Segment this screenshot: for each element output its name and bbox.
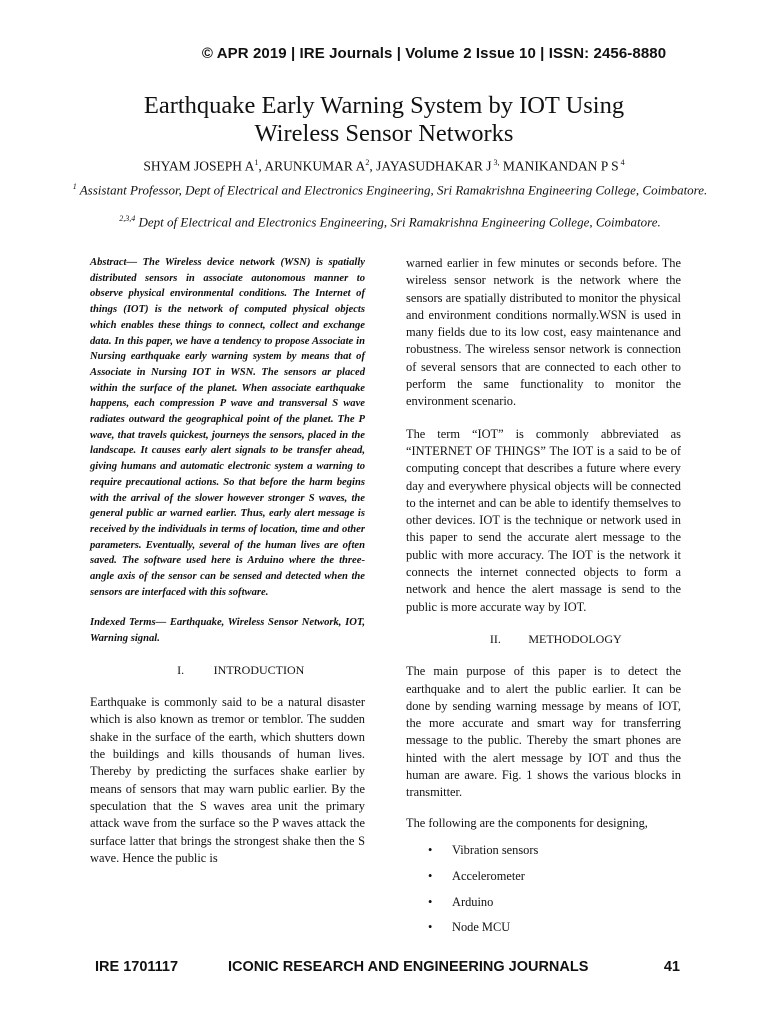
author-3-sup: 3,: [491, 158, 500, 167]
section-number: II.: [489, 631, 501, 646]
author-2: , ARUNKUMAR A: [258, 158, 366, 174]
list-item: [406, 894, 681, 911]
affiliation-1: [60, 178, 720, 198]
bullet-icon: •: [428, 868, 433, 883]
author-4: MANIKANDAN P S: [499, 158, 619, 174]
author-2-sup: 2: [365, 158, 370, 167]
list-item: [406, 842, 681, 859]
affiliation-1-text: Assistant Professor, Dept of Electrical and Electronics Engineering, Sri Ramakrishna Engineering College, Coimbatore.: [76, 182, 708, 198]
footer-journal-name: ICONIC RESEARCH AND ENGINEERING JOURNALS: [228, 959, 589, 975]
list-item: [406, 919, 681, 936]
section-title: METHODOLOGY: [528, 631, 622, 646]
affiliation-2-sup: 2,3,4: [119, 214, 136, 223]
affiliation-2: [40, 210, 740, 230]
section-number: I.: [177, 662, 185, 677]
journal-header: [0, 45, 768, 62]
section-heading-methodology: [406, 631, 681, 648]
paragraph-components-intro: The following are the components for designing,: [406, 815, 648, 830]
paper-title-line1: Earthquake Early Warning System by IOT Using: [143, 92, 625, 119]
paper-title-line2: Wireless Sensor Networks: [254, 120, 514, 147]
components-list: [406, 842, 681, 937]
left-column: [90, 255, 365, 867]
introduction-paragraph: Earthquake is commonly said to be a natural disaster which is also known as tremor or temblor. The sudden shake in the surface of the earth, which shutters down the buildings and kills thousands of human lives. Thereby by predicting the surfaces shake earlier by means of sensors that may warn public earlier. By the speculation that the S waves area unit the primary attack wave from the surface so the P waves attack the surface latter that brings the strongest shake then the S wave. Hence the public is: [90, 695, 365, 865]
journal-header-text: © APR 2019 | IRE Journals | Volume 2 Issue 10 | ISSN: 2456-8880: [201, 45, 667, 62]
list-item: [406, 868, 681, 885]
affiliation-1-sup: 1: [72, 182, 77, 191]
index-terms: Indexed Terms— Earthquake, Wireless Sensor Network, IOT, Warning signal.: [90, 617, 365, 645]
list-item-label: Vibration sensors: [452, 842, 539, 857]
bullet-icon: •: [428, 920, 433, 935]
bullet-icon: •: [428, 842, 433, 857]
right-column: [406, 255, 681, 945]
list-item-label: Arduino: [452, 894, 494, 909]
author-list: [0, 158, 768, 175]
list-item-label: Accelerometer: [452, 868, 525, 883]
list-item-label: Node MCU: [452, 920, 511, 935]
section-heading-introduction: [90, 662, 365, 679]
author-3: , JAYASUDHAKAR J: [369, 158, 492, 174]
abstract: Abstract— The Wireless device network (WSN) is spatially distributed sensors in associate autonomous manner to observe physical environmental conditions. The Internet of things (IOT) is the network of computed physical objects which enables these things to connect, collect and exchange data. In this paper, we have a tendency to propose Associate in Nursing earthquake early warning system by means that of Associate in Nursing IOT in WSN. The sensors ar placed within the surface of the planet. When associate earthquake happens, each compression P wave and transversal S wave radiates outward the geographical point of the planet. The P wave, that travels quickest, journeys the sensors, placed in the landscape. It causes early alert signals to be transfer ahead, giving humans and automatic electronic system a warning to require precautional actions. So that before the harm begins with the arrival of the slower however stronger S waves, the general public ar warned earlier. Thus, early alert message is received by the individuals in terms of location, time and other parameters. Eventually, several of the human lives are often saved. The software used here is Arduino where the three-angle axis of the sensor can be sensed and detected when the sensors are interfaced with this software.: [90, 257, 365, 598]
section-title: INTRODUCTION: [213, 662, 305, 677]
author-1: SHYAM JOSEPH A: [143, 158, 255, 174]
author-4-sup: 4: [618, 158, 625, 167]
bullet-icon: •: [428, 894, 433, 909]
paper-title: [0, 92, 768, 148]
footer-page-number: 41: [663, 959, 680, 975]
paragraph-iot: The term “IOT” is commonly abbreviated as “INTERNET OF THINGS” The IOT is a said to be of computing concept that describes a future where every day and everywhere physical objects will be connected to the internet and can be able to identify themselves to other devices. IOT is the technique or network used in this paper to send the accurate alert message to the public with more accuracy. The IOT is the network it connects the internet connected objects to form a network and hence the alert massage is send to the public is more accurate way by IOT.: [406, 426, 681, 614]
footer-paper-id: IRE 1701117: [95, 959, 179, 975]
author-1-sup: 1: [254, 158, 259, 167]
paragraph-purpose: The main purpose of this paper is to detect the earthquake and to alert the public earlier. It can be done by sending warning message by means of IOT, the more accurate and smart way for transferring message to the public. Thereby the smart phones are hinted with the alert message by IOT and thus the human are aware. Fig. 1 shows the various blocks in transmitter.: [406, 664, 681, 800]
paragraph-wsn: warned earlier in few minutes or seconds before. The wireless sensor network is the network where the sensors are spatially distributed to monitor the physical and environment conditions normally.WSN is used in many fields due to its low cost, easy maintenance and robustness. The wireless sensor network is connection of several sensors that are connected to each other to perform the same functionality to monitor the environment scenario.: [406, 256, 681, 409]
affiliation-2-text: Dept of Electrical and Electronics Engineering, Sri Ramakrishna Engineering College, Coimbatore.: [135, 214, 661, 230]
